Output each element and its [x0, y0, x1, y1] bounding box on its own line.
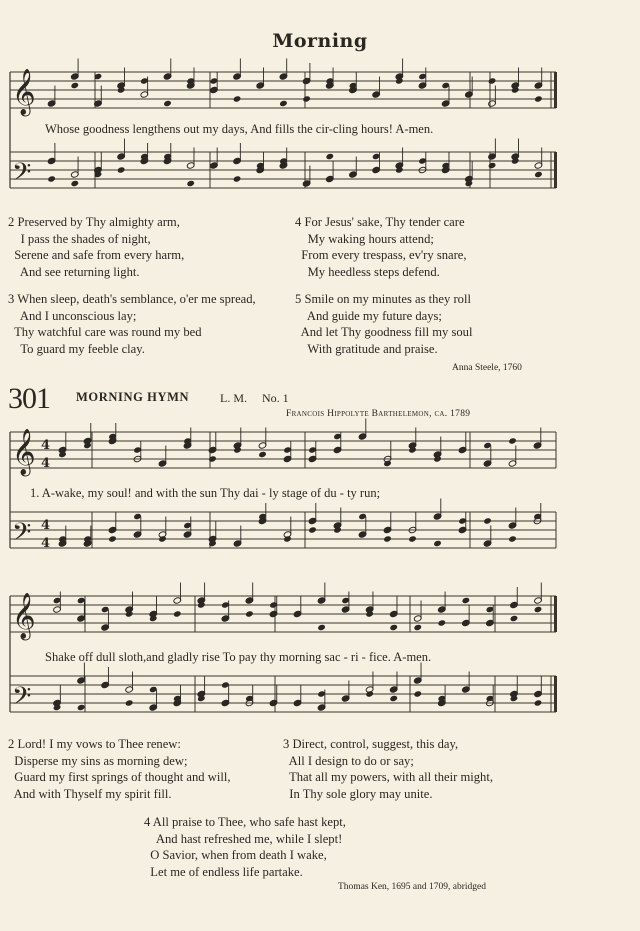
svg-text:4: 4	[41, 518, 51, 533]
svg-text:𝄢: 𝄢	[12, 682, 32, 717]
tune-number: No. 1	[262, 391, 289, 405]
svg-text:4: 4	[41, 536, 51, 551]
verse-2: 2 Preserved by Thy almighty arm, I pass the shades of night, Serene and safe from every harm, And see returning light.	[8, 215, 185, 279]
svg-text:𝄞: 𝄞	[12, 69, 36, 115]
lyric-line: Whose goodness lengthens out my days, And fills the cir-cling hours! A-men.	[45, 122, 434, 136]
svg-text:𝄢: 𝄢	[12, 518, 32, 553]
page-title: Morning	[272, 30, 368, 52]
author-credit: Anna Steele, 1760	[452, 363, 522, 373]
verse-4: 4 All praise to Thee, who safe hast kept, And hast refreshed me, while I slept! O Savior, when from death I wake, Let me of endless life partake.	[144, 815, 346, 879]
author-credit: Thomas Ken, 1695 and 1709, abridged	[338, 882, 487, 892]
lyric-line: Shake off dull sloth,and gladly rise To pay thy morning sac - ri - fice. A-men.	[45, 650, 432, 664]
verse-5: 5 Smile on my minutes as they roll And guide my future days; And let Thy goodness fill my soul With gratitude and praise.	[295, 292, 473, 356]
hymn-title: MORNING HYMN	[76, 390, 190, 404]
svg-text:4: 4	[41, 456, 51, 471]
svg-text:4: 4	[41, 438, 51, 453]
hymn-meter: L. M.	[220, 391, 247, 405]
verse-2: 2 Lord! I my vows to Thee renew: Disperse my sins as morning dew; Guard my first springs of thought and will, And with Thyself my spirit fill.	[8, 737, 231, 801]
svg-text:𝄢: 𝄢	[12, 158, 32, 193]
verse-3: 3 Direct, control, suggest, this day, All I design to do or say; That all my powers, with all their might, In Thy sole glory may unite.	[283, 737, 493, 801]
hymn-number: 301	[8, 382, 50, 415]
lyric-line: 1. A-wake, my soul! and with the sun Thy dai - ly stage of du - ty run;	[30, 486, 381, 500]
svg-text:𝄞: 𝄞	[12, 593, 36, 639]
verse-4: 4 For Jesus' sake, Thy tender care My waking hours attend; From every trespass, ev'ry snare, My heedless steps defend.	[295, 215, 467, 279]
svg-text:𝄞: 𝄞	[12, 429, 36, 475]
composer-credit: Francois Hippolyte Barthelemon, ca. 1789	[286, 409, 471, 419]
verse-3: 3 When sleep, death's semblance, o'er me spread, And I unconscious lay; Thy watchful care was round my bed To guard my feeble clay.	[8, 292, 256, 356]
